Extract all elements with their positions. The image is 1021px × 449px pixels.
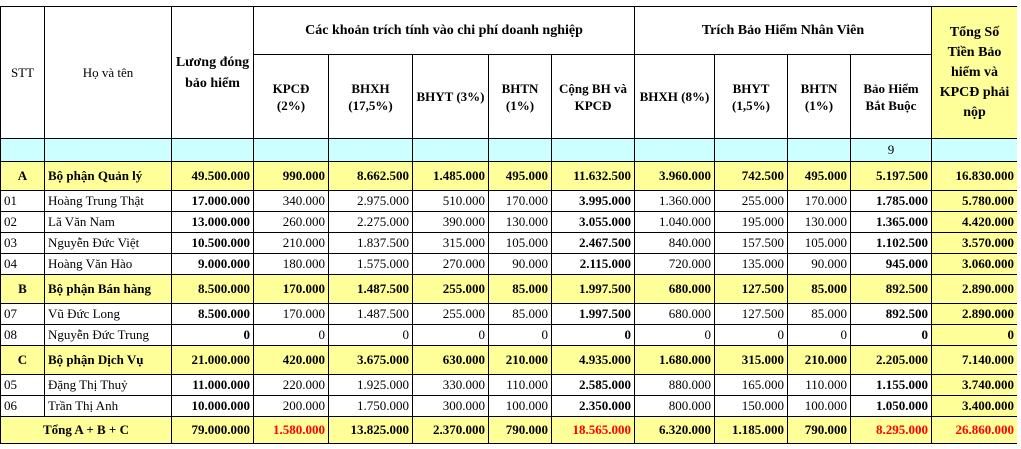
cell-e-bhtn: 85.000: [788, 275, 851, 304]
cell-kpcd: 420.000: [254, 346, 329, 375]
totals-label: Tổng A + B + C: [1, 417, 172, 444]
cell-bhtn: 210.000: [489, 346, 552, 375]
cell-e-bhyt: 165.000: [715, 375, 788, 396]
index-row: [1, 139, 1018, 162]
index-cell: [489, 139, 552, 162]
cell-total: 0: [932, 325, 1018, 346]
header-company-bhxh: BHXH (17,5%): [329, 55, 413, 139]
header-company-bhyt: BHYT (3%): [413, 55, 489, 139]
cell-bhbb: 1.050.000: [851, 396, 932, 417]
cell-bhyt: 510.000: [413, 191, 489, 212]
cell-salary: 10.000.000: [172, 396, 254, 417]
cell-salary: 0: [172, 325, 254, 346]
cell-name: Nguyễn Đức Trung: [45, 325, 172, 346]
cell-bhyt: 1.485.000: [413, 162, 489, 191]
cell-bhxh: 2.275.000: [329, 212, 413, 233]
sheet-edge: [1017, 6, 1021, 449]
cell-bhxh: 1.750.000: [329, 396, 413, 417]
cell-bhyt: 255.000: [413, 304, 489, 325]
group-row: [1, 162, 1018, 191]
cell-bhyt: 0: [413, 325, 489, 346]
cell-kpcd: 200.000: [254, 396, 329, 417]
total-e-bhyt: 1.185.000: [715, 417, 788, 444]
cell-bhxh: 2.975.000: [329, 191, 413, 212]
index-cell: [172, 139, 254, 162]
cell-bhyt: 315.000: [413, 233, 489, 254]
cell-e-bhyt: 127.500: [715, 275, 788, 304]
cell-kpcd: 170.000: [254, 275, 329, 304]
header-stt: STT: [1, 7, 45, 139]
index-cell: [1, 139, 45, 162]
index-cell: [254, 139, 329, 162]
cell-total: 16.830.000: [932, 162, 1018, 191]
index-cell: [715, 139, 788, 162]
cell-kpcd: 340.000: [254, 191, 329, 212]
cell-salary: 21.000.000: [172, 346, 254, 375]
index-marker: 9: [851, 139, 932, 162]
cell-e-bhtn: 100.000: [788, 396, 851, 417]
cell-bhbb: 945.000: [851, 254, 932, 275]
cell-kpcd: 990.000: [254, 162, 329, 191]
total-bhbb: 8.295.000: [851, 417, 932, 444]
cell-name: Bộ phận Quản lý: [45, 162, 172, 191]
cell-stt: 07: [1, 304, 45, 325]
cell-cong: 1.997.500: [552, 275, 635, 304]
header-company-kpcd: KPCĐ (2%): [254, 55, 329, 139]
cell-bhtn: 85.000: [489, 275, 552, 304]
cell-total: 3.400.000: [932, 396, 1018, 417]
index-cell: [413, 139, 489, 162]
cell-e-bhyt: 150.000: [715, 396, 788, 417]
cell-e-bhtn: 110.000: [788, 375, 851, 396]
cell-stt: 04: [1, 254, 45, 275]
cell-cong: 2.467.500: [552, 233, 635, 254]
cell-bhxh: 1.575.000: [329, 254, 413, 275]
cell-bhbb: 2.205.000: [851, 346, 932, 375]
total-bhtn: 790.000: [489, 417, 552, 444]
cell-bhxh: 0: [329, 325, 413, 346]
cell-salary: 11.000.000: [172, 375, 254, 396]
cell-kpcd: 220.000: [254, 375, 329, 396]
cell-bhbb: 1.102.500: [851, 233, 932, 254]
cell-bhyt: 270.000: [413, 254, 489, 275]
cell-bhtn: 495.000: [489, 162, 552, 191]
cell-stt: 05: [1, 375, 45, 396]
cell-e-bhtn: 170.000: [788, 191, 851, 212]
index-cell: [932, 139, 1018, 162]
cell-bhxh: 1.487.500: [329, 275, 413, 304]
cell-cong: 3.995.000: [552, 191, 635, 212]
cell-cong: 3.055.000: [552, 212, 635, 233]
insurance-table: [0, 6, 1018, 444]
cell-e-bhxh: 800.000: [635, 396, 715, 417]
cell-stt: 08: [1, 325, 45, 346]
cell-cong: 11.632.500: [552, 162, 635, 191]
table-row: [1, 191, 1018, 212]
cell-name: Vũ Đức Long: [45, 304, 172, 325]
cell-e-bhyt: 255.000: [715, 191, 788, 212]
cell-e-bhtn: 105.000: [788, 233, 851, 254]
cell-cong: 4.935.000: [552, 346, 635, 375]
total-kpcd: 1.580.000: [254, 417, 329, 444]
header-company-bhtn: BHTN (1%): [489, 55, 552, 139]
table-row: [1, 254, 1018, 275]
cell-name: Nguyễn Đức Việt: [45, 233, 172, 254]
header-total: Tổng Số Tiền Bảo hiểm và KPCĐ phải nộp: [932, 7, 1018, 139]
group-row: [1, 275, 1018, 304]
header-employee-group: Trích Bảo Hiểm Nhân Viên: [635, 7, 932, 55]
cell-bhbb: 1.365.000: [851, 212, 932, 233]
cell-e-bhxh: 1.360.000: [635, 191, 715, 212]
cell-e-bhxh: 880.000: [635, 375, 715, 396]
cell-cong: 1.997.500: [552, 304, 635, 325]
cell-e-bhxh: 0: [635, 325, 715, 346]
header-employee-bhyt: BHYT (1,5%): [715, 55, 788, 139]
header-row-1: [1, 7, 1018, 55]
cell-bhbb: 1.785.000: [851, 191, 932, 212]
cell-stt: 03: [1, 233, 45, 254]
cell-e-bhtn: 85.000: [788, 304, 851, 325]
header-company-cong: Cộng BH và KPCĐ: [552, 55, 635, 139]
index-cell: [635, 139, 715, 162]
cell-name: Đặng Thị Thuỷ: [45, 375, 172, 396]
cell-e-bhyt: 195.000: [715, 212, 788, 233]
cell-salary: 17.000.000: [172, 191, 254, 212]
cell-e-bhtn: 495.000: [788, 162, 851, 191]
cell-kpcd: 180.000: [254, 254, 329, 275]
cell-salary: 9.000.000: [172, 254, 254, 275]
cell-name: Lã Văn Nam: [45, 212, 172, 233]
cell-salary: 49.500.000: [172, 162, 254, 191]
cell-e-bhtn: 0: [788, 325, 851, 346]
cell-e-bhyt: 315.000: [715, 346, 788, 375]
cell-stt: 01: [1, 191, 45, 212]
index-cell: [329, 139, 413, 162]
cell-name: Bộ phận Bán hàng: [45, 275, 172, 304]
cell-e-bhxh: 3.960.000: [635, 162, 715, 191]
cell-bhyt: 255.000: [413, 275, 489, 304]
cell-total: 3.740.000: [932, 375, 1018, 396]
cell-e-bhyt: 135.000: [715, 254, 788, 275]
total-total: 26.860.000: [932, 417, 1018, 444]
cell-total: 4.420.000: [932, 212, 1018, 233]
cell-bhxh: 1.487.500: [329, 304, 413, 325]
cell-e-bhxh: 680.000: [635, 275, 715, 304]
cell-total: 3.060.000: [932, 254, 1018, 275]
cell-salary: 8.500.000: [172, 304, 254, 325]
total-bhyt: 2.370.000: [413, 417, 489, 444]
cell-kpcd: 0: [254, 325, 329, 346]
cell-bhxh: 1.837.500: [329, 233, 413, 254]
cell-cong: 2.115.000: [552, 254, 635, 275]
cell-cong: 2.350.000: [552, 396, 635, 417]
cell-stt: A: [1, 162, 45, 191]
cell-e-bhtn: 130.000: [788, 212, 851, 233]
cell-bhyt: 630.000: [413, 346, 489, 375]
cell-e-bhxh: 1.040.000: [635, 212, 715, 233]
cell-name: Hoàng Văn Hào: [45, 254, 172, 275]
cell-stt: 06: [1, 396, 45, 417]
table-row: [1, 325, 1018, 346]
cell-e-bhyt: 127.500: [715, 304, 788, 325]
table-row: [1, 375, 1018, 396]
cell-cong: 0: [552, 325, 635, 346]
cell-bhtn: 105.000: [489, 233, 552, 254]
index-cell: [788, 139, 851, 162]
cell-bhbb: 892.500: [851, 304, 932, 325]
cell-total: 2.890.000: [932, 304, 1018, 325]
cell-bhtn: 85.000: [489, 304, 552, 325]
cell-bhxh: 8.662.500: [329, 162, 413, 191]
cell-kpcd: 210.000: [254, 233, 329, 254]
cell-bhyt: 390.000: [413, 212, 489, 233]
cell-bhtn: 90.000: [489, 254, 552, 275]
cell-kpcd: 260.000: [254, 212, 329, 233]
index-cell: [552, 139, 635, 162]
cell-total: 5.780.000: [932, 191, 1018, 212]
cell-name: Bộ phận Dịch Vụ: [45, 346, 172, 375]
cell-kpcd: 170.000: [254, 304, 329, 325]
cell-bhbb: 1.155.000: [851, 375, 932, 396]
cell-e-bhxh: 720.000: [635, 254, 715, 275]
total-cong: 18.565.000: [552, 417, 635, 444]
header-employee-bhbb: Bảo Hiểm Bắt Buộc: [851, 55, 932, 139]
table-row: [1, 212, 1018, 233]
header-employee-bhtn: BHTN (1%): [788, 55, 851, 139]
cell-bhbb: 0: [851, 325, 932, 346]
cell-e-bhxh: 1.680.000: [635, 346, 715, 375]
cell-bhyt: 300.000: [413, 396, 489, 417]
table-row: [1, 304, 1018, 325]
total-e-bhtn: 790.000: [788, 417, 851, 444]
cell-total: 3.570.000: [932, 233, 1018, 254]
table-row: [1, 233, 1018, 254]
cell-stt: B: [1, 275, 45, 304]
cell-e-bhyt: 157.500: [715, 233, 788, 254]
cell-bhyt: 330.000: [413, 375, 489, 396]
group-row: [1, 346, 1018, 375]
total-e-bhxh: 6.320.000: [635, 417, 715, 444]
cell-total: 2.890.000: [932, 275, 1018, 304]
table-row: [1, 396, 1018, 417]
cell-bhxh: 1.925.000: [329, 375, 413, 396]
cell-stt: C: [1, 346, 45, 375]
cell-bhtn: 130.000: [489, 212, 552, 233]
header-employee-bhxh: BHXH (8%): [635, 55, 715, 139]
cell-total: 7.140.000: [932, 346, 1018, 375]
header-salary: Lương đóng bảo hiểm: [172, 7, 254, 139]
header-company-group: Các khoản trích tính vào chi phí doanh nghiệp: [254, 7, 635, 55]
cell-name: Trần Thị Anh: [45, 396, 172, 417]
cell-salary: 10.500.000: [172, 233, 254, 254]
cell-bhbb: 5.197.500: [851, 162, 932, 191]
cell-e-bhtn: 90.000: [788, 254, 851, 275]
cell-e-bhtn: 210.000: [788, 346, 851, 375]
header-name: Họ và tên: [45, 7, 172, 139]
cell-e-bhxh: 680.000: [635, 304, 715, 325]
cell-bhxh: 3.675.000: [329, 346, 413, 375]
cell-e-bhxh: 840.000: [635, 233, 715, 254]
cell-salary: 13.000.000: [172, 212, 254, 233]
index-cell: [45, 139, 172, 162]
cell-stt: 02: [1, 212, 45, 233]
cell-bhbb: 892.500: [851, 275, 932, 304]
cell-name: Hoàng Trung Thật: [45, 191, 172, 212]
cell-e-bhyt: 742.500: [715, 162, 788, 191]
cell-bhtn: 170.000: [489, 191, 552, 212]
cell-cong: 2.585.000: [552, 375, 635, 396]
total-bhxh: 13.825.000: [329, 417, 413, 444]
cell-bhtn: 100.000: [489, 396, 552, 417]
cell-bhtn: 0: [489, 325, 552, 346]
totals-row: [1, 417, 1018, 444]
cell-bhtn: 110.000: [489, 375, 552, 396]
total-salary: 79.000.000: [172, 417, 254, 444]
cell-e-bhyt: 0: [715, 325, 788, 346]
cell-salary: 8.500.000: [172, 275, 254, 304]
